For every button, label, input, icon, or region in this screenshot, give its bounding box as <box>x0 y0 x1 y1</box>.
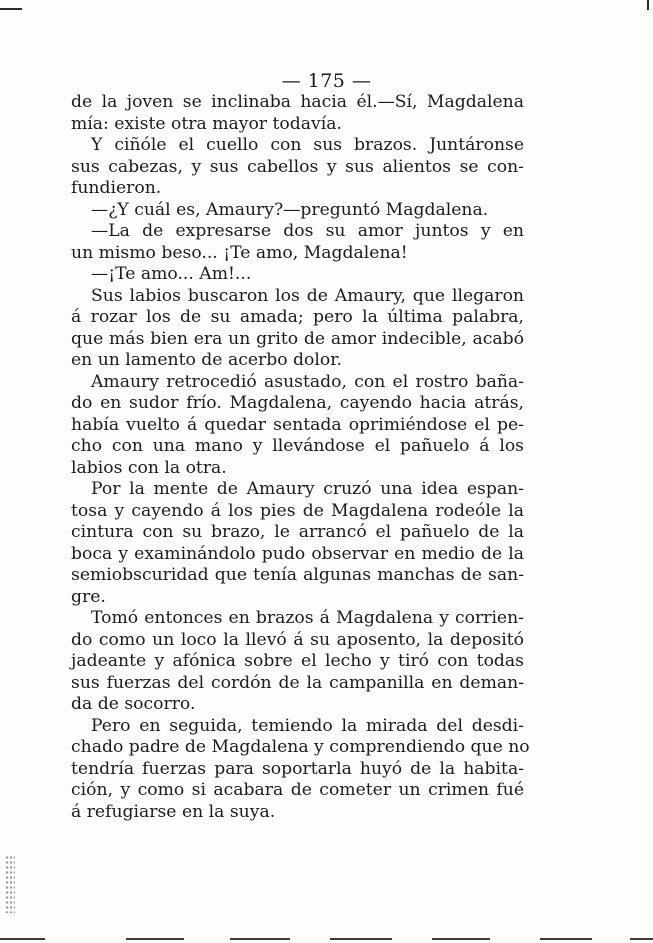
text-line: —¿Y cuál es, Amaury?—preguntó Magdalena. <box>91 199 489 220</box>
text-line: —¡Te amo... Am!... <box>91 264 252 284</box>
text-line: mía: existe otra mayor todavía. <box>71 113 342 134</box>
text-line: labios con la otra. <box>71 457 227 478</box>
bottom-margin-rule <box>230 938 290 940</box>
text-line: Tomó entonces en brazos á Magdalena y corrien- <box>91 608 524 628</box>
page-number: — 175 — <box>281 70 372 92</box>
text-line: da de socorro. <box>71 694 196 714</box>
bottom-margin-rule <box>630 938 653 940</box>
text-line: un mismo beso... ¡Te amo, Magdalena! <box>71 242 408 263</box>
text-line: Pero en seguida, temiendo la mirada del desdi- <box>91 715 524 736</box>
text-line: Sus labios buscaron los de Amaury, que llegaron <box>91 285 524 306</box>
text-line: sus cabezas, y sus cabellos y sus alientos se con- <box>71 156 524 177</box>
text-line: Y ciñóle el cuello con sus brazos. Juntáronse <box>91 135 524 155</box>
text-line: semiobscuridad que tenía algunas manchas de san- <box>71 565 524 585</box>
bottom-margin-rule <box>432 938 490 940</box>
text-line: cintura con su brazo, le arrancó el pañuelo de la <box>71 522 524 542</box>
text-line: en un lamento de acerbo dolor. <box>71 350 343 370</box>
text-line: ción, y como si acabara de cometer un crimen fué <box>71 780 524 800</box>
text-line: boca y examinándolo pudo observar en medio de la <box>71 543 524 564</box>
top-right-margin-mark <box>647 0 649 10</box>
text-line: á rozar los de su amada; pero la última palabra, <box>71 307 524 327</box>
text-line: do como un loco la llevó á su aposento, la depositó <box>71 629 524 650</box>
bottom-margin-rule <box>330 938 392 940</box>
text-line: chado padre de Magdalena y comprendiendo que no <box>71 737 530 757</box>
text-line: á refugiarse en la suya. <box>71 801 276 822</box>
text-line: jadeante y afónica sobre el lecho y tiró con todas <box>71 651 524 671</box>
text-line: do en sudor frío. Magdalena, cayendo hacia atrás, <box>71 393 524 413</box>
body-text <box>71 92 530 823</box>
text-line: Por la mente de Amaury cruzó una idea espan- <box>91 479 524 499</box>
text-line: de la joven se inclinaba hacia él.—Sí, Magdalena <box>71 92 524 112</box>
text-line: había vuelto á quedar sentada oprimiéndose el pe- <box>71 414 524 435</box>
text-line: tosa y cayendo á los pies de Magdalena rodeóle la <box>71 500 524 521</box>
text-line: cho con una mano y llevándose el pañuelo á los <box>71 436 524 456</box>
bottom-margin-rule <box>540 938 592 940</box>
text-line: que más bien era un grito de amor indecible, acabó <box>71 328 524 349</box>
top-left-margin-mark <box>0 8 22 10</box>
text-line: —La de expresarse dos su amor juntos y en <box>91 221 524 241</box>
text-line: sus fuerzas del cordón de la campanilla en deman- <box>71 672 524 693</box>
text-line: tendría fuerzas para soportarla huyó de la habita- <box>71 758 524 779</box>
text-line: gre. <box>71 586 106 607</box>
text-line: fundieron. <box>71 178 162 198</box>
bottom-margin-rule <box>126 938 184 940</box>
scan-speckle-mark <box>5 855 15 913</box>
text-line: Amaury retrocedió asustado, con el rostro baña- <box>91 371 524 392</box>
bottom-margin-rule <box>0 938 45 940</box>
